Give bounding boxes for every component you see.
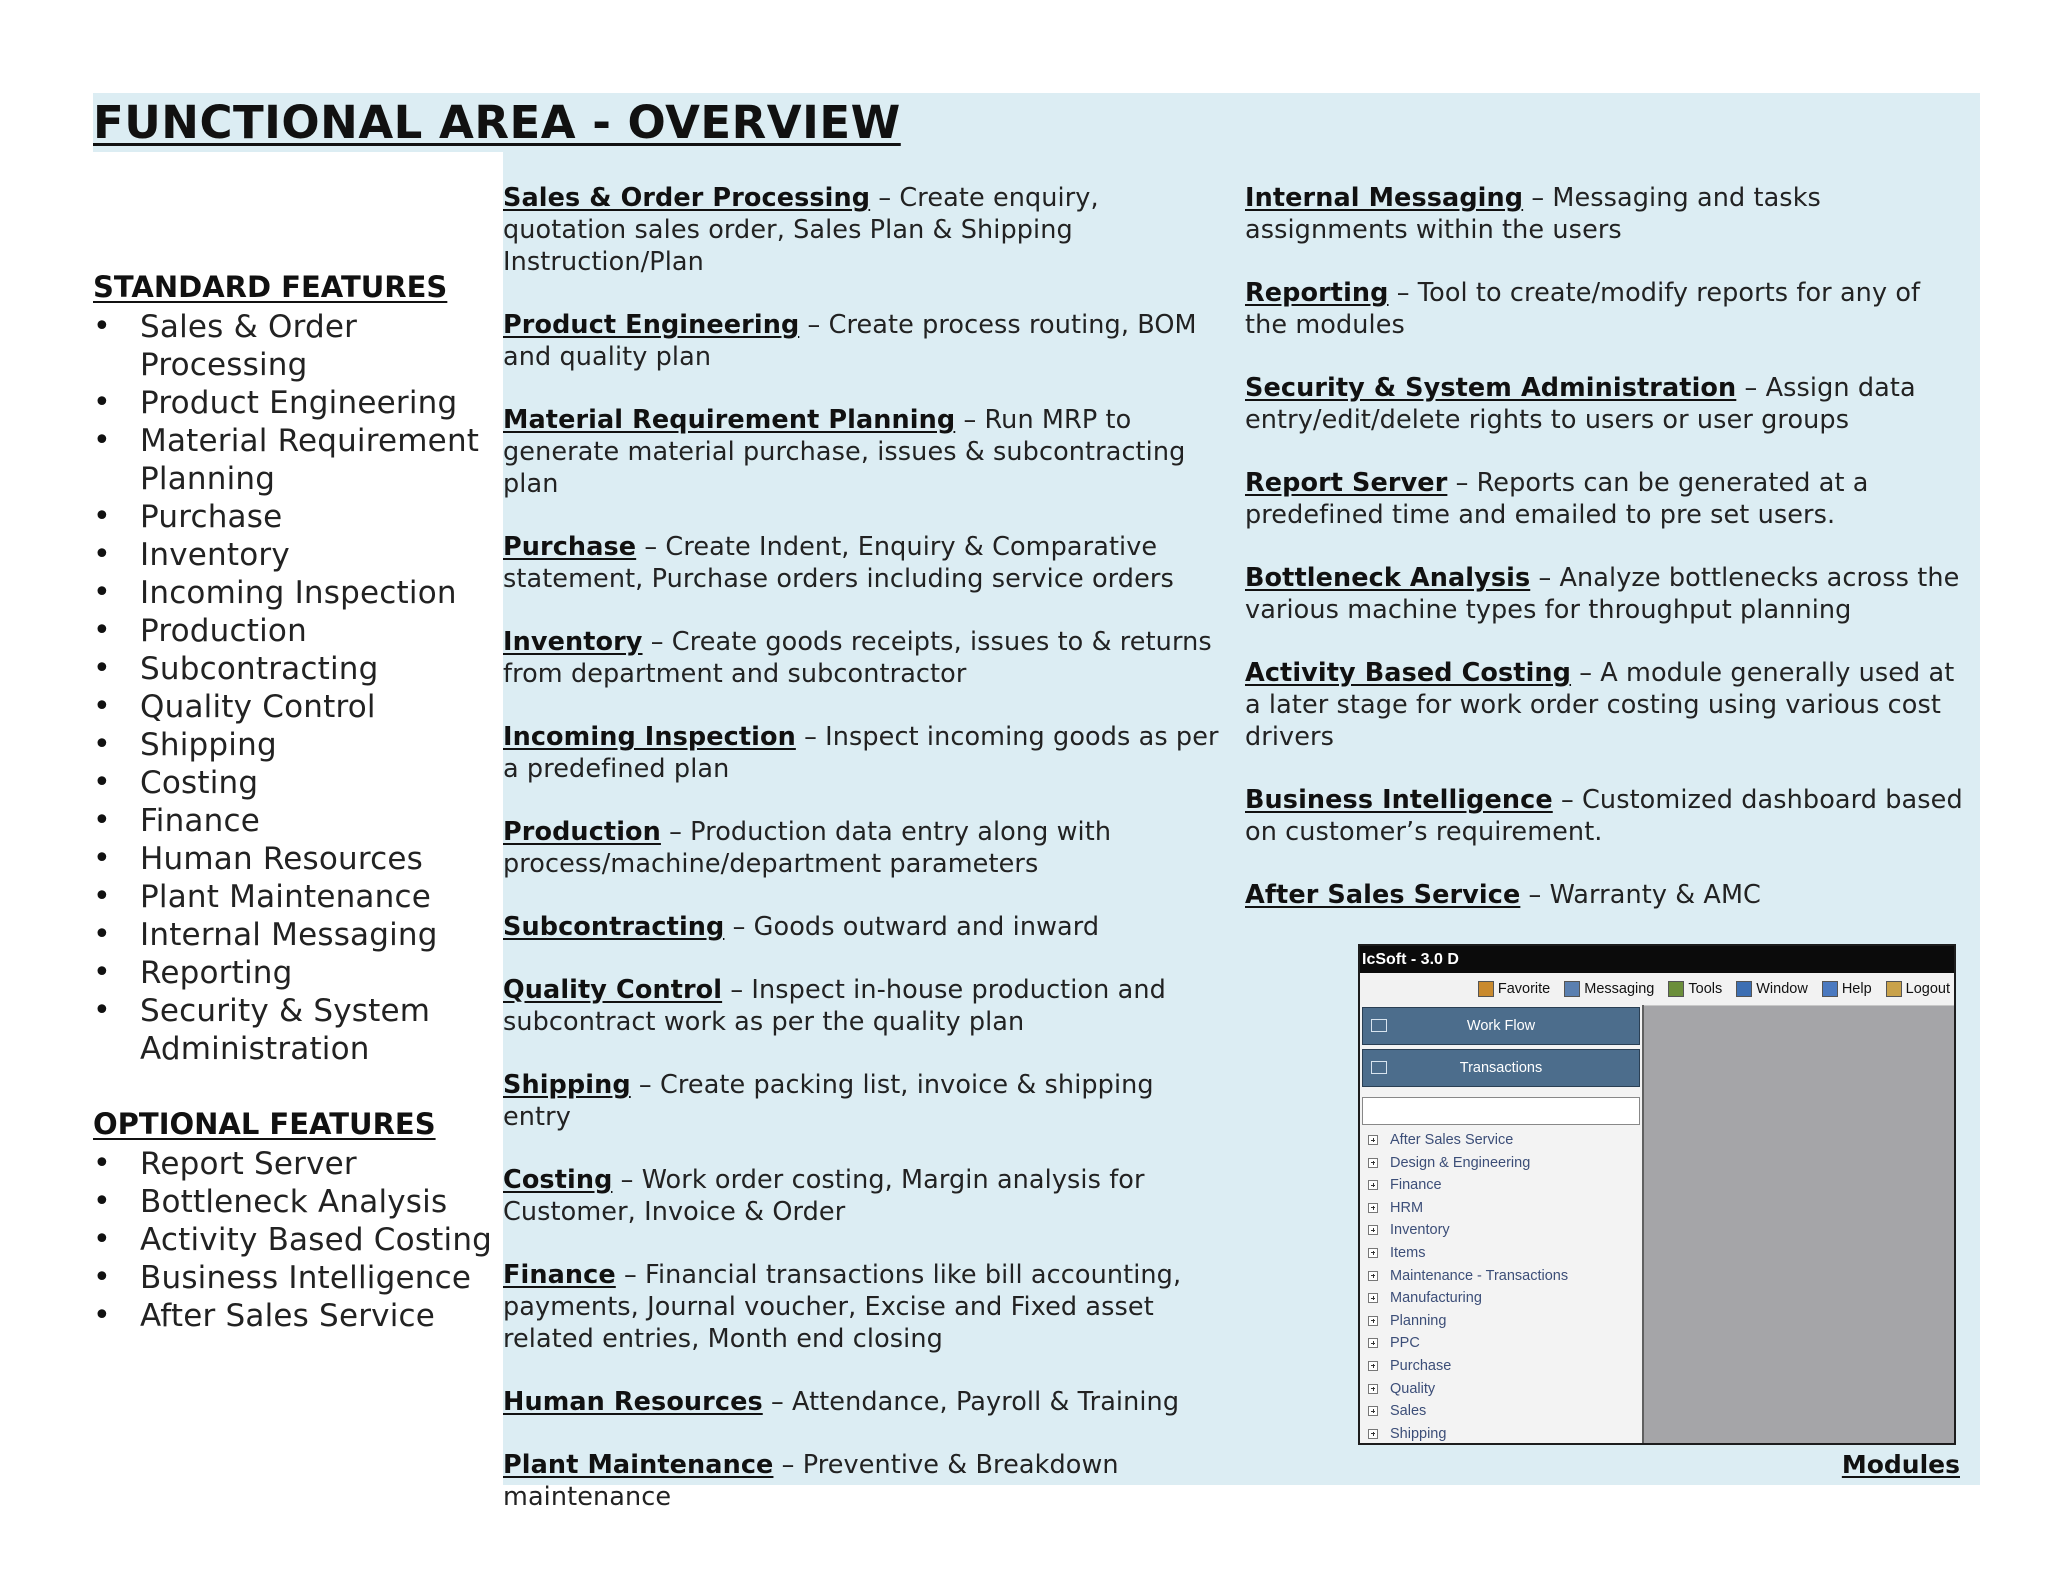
description-shipping	[503, 1069, 1228, 1133]
module-description: – Tool to create/modify reports for any of the modules	[1245, 278, 1921, 340]
description-activity-based-costing	[1245, 657, 1965, 753]
module-tree-label: Finance	[1390, 1177, 1442, 1194]
standard-features-heading: STANDARD FEATURES	[93, 270, 448, 304]
module-tree-item-manufacturing[interactable]	[1362, 1287, 1638, 1310]
description-bottleneck-analysis	[1245, 562, 1965, 626]
expand-plus-icon[interactable]	[1368, 1338, 1378, 1348]
toolbar-messaging-button[interactable]	[1564, 981, 1654, 997]
description-subcontracting	[503, 911, 1228, 943]
expand-plus-icon[interactable]	[1368, 1429, 1378, 1439]
module-name: Costing	[503, 1165, 613, 1195]
module-description: – Inspect incoming goods as per a predefined plan	[503, 722, 1219, 784]
standard-feature-inventory: • Inventory	[93, 536, 503, 574]
module-name: Security & System Administration	[1245, 373, 1737, 403]
standard-feature-plant-maintenance: • Plant Maintenance	[93, 878, 503, 916]
expand-plus-icon[interactable]	[1368, 1361, 1378, 1371]
module-name: Reporting	[1245, 278, 1389, 308]
window-icon	[1736, 981, 1752, 997]
app-titlebar: IcSoft - 3.0 D	[1360, 946, 1954, 973]
description-column-2	[1245, 182, 1965, 942]
expand-plus-icon[interactable]	[1368, 1316, 1378, 1326]
toolbar-label: Logout	[1905, 981, 1950, 997]
optional-features-heading: OPTIONAL FEATURES	[93, 1107, 436, 1141]
description-production	[503, 816, 1228, 880]
description-human-resources	[503, 1386, 1228, 1418]
app-sidebar	[1360, 1005, 1644, 1445]
description-inventory	[503, 626, 1228, 690]
module-name: Production	[503, 817, 661, 847]
standard-feature-internal-messaging: • Internal Messaging	[93, 916, 503, 954]
module-tree-item-items[interactable]	[1362, 1242, 1638, 1265]
module-tree-item-quality[interactable]	[1362, 1378, 1638, 1401]
module-name: Plant Maintenance	[503, 1450, 774, 1480]
module-tree-label: Maintenance - Transactions	[1390, 1267, 1569, 1284]
standard-feature-material-requirement-planning: • Material Requirement Planning	[93, 422, 503, 498]
module-name: Finance	[503, 1260, 616, 1290]
module-name: After Sales Service	[1245, 880, 1521, 910]
module-description: – Inspect in-house production and subcontract work as per the quality plan	[503, 975, 1166, 1037]
module-name: Human Resources	[503, 1387, 763, 1417]
description-reporting	[1245, 277, 1965, 341]
module-description: – Customized dashboard based on customer’s requirement.	[1245, 785, 1963, 847]
expand-plus-icon[interactable]	[1368, 1180, 1378, 1190]
module-tree-label: Shipping	[1390, 1425, 1447, 1442]
module-description: – Messaging and tasks assignments within the users	[1245, 183, 1821, 245]
optional-features-list	[93, 1145, 503, 1335]
tools-icon	[1668, 981, 1684, 997]
description-report-server	[1245, 467, 1965, 531]
module-name: Purchase	[503, 532, 637, 562]
description-finance	[503, 1259, 1228, 1355]
module-tree-label: Inventory	[1390, 1222, 1450, 1239]
module-description: – Run MRP to generate material purchase, issues & subcontracting plan	[503, 405, 1186, 499]
module-description: – Create goods receipts, issues to & returns from department and subcontractor	[503, 627, 1212, 689]
toolbar-label: Favorite	[1497, 981, 1551, 997]
standard-feature-quality-control: • Quality Control	[93, 688, 503, 726]
standard-feature-security-and-system-administration: • Security & System Administration	[93, 992, 503, 1068]
module-tree-item-sales[interactable]	[1362, 1400, 1638, 1423]
module-name: Bottleneck Analysis	[1245, 563, 1531, 593]
standard-feature-shipping: • Shipping	[93, 726, 503, 764]
app-screenshot	[1358, 944, 1956, 1445]
toolbar-help-button[interactable]	[1822, 981, 1872, 997]
description-internal-messaging	[1245, 182, 1965, 246]
module-tree-item-ppc[interactable]	[1362, 1332, 1638, 1355]
figure-caption: Modules	[1841, 1450, 1960, 1479]
module-name: Subcontracting	[503, 912, 725, 942]
module-tree-label: Purchase	[1390, 1357, 1452, 1374]
standard-feature-purchase: • Purchase	[93, 498, 503, 536]
toolbar-label: Help	[1841, 981, 1872, 997]
expand-plus-icon[interactable]	[1368, 1135, 1378, 1145]
standard-feature-product-engineering: • Product Engineering	[93, 384, 503, 422]
module-description: – Analyze bottlenecks across the various machine types for throughput planning	[1245, 563, 1960, 625]
description-purchase	[503, 531, 1228, 595]
standard-feature-costing: • Costing	[93, 764, 503, 802]
description-column-1	[503, 182, 1228, 1544]
module-description: – Work order costing, Margin analysis for Customer, Invoice & Order	[503, 1165, 1145, 1227]
module-tree-label: Sales	[1390, 1403, 1427, 1420]
description-costing	[503, 1164, 1228, 1228]
module-description: – Create enquiry, quotation sales order, Sales Plan & Shipping Instruction/Plan	[503, 183, 1099, 277]
transactions-button[interactable]	[1362, 1049, 1640, 1087]
module-name: Sales & Order Processing	[503, 183, 871, 213]
favorite-icon	[1478, 981, 1494, 997]
module-description: – Financial transactions like bill accounting, payments, Journal voucher, Excise and Fixed asset related entries, Month end closing	[503, 1260, 1182, 1354]
optional-feature-report-server: • Report Server	[93, 1145, 503, 1183]
module-name: Internal Messaging	[1245, 183, 1524, 213]
module-name: Shipping	[503, 1070, 631, 1100]
help-icon	[1822, 981, 1838, 997]
module-name: Business Intelligence	[1245, 785, 1553, 815]
module-description: – Preventive & Breakdown maintenance	[503, 1450, 1119, 1512]
module-description: – Production data entry along with process/machine/department parameters	[503, 817, 1112, 879]
description-product-engineering	[503, 309, 1228, 373]
module-tree-label: Manufacturing	[1390, 1290, 1482, 1307]
standard-feature-incoming-inspection: • Incoming Inspection	[93, 574, 503, 612]
module-name: Activity Based Costing	[1245, 658, 1572, 688]
module-description: – Create Indent, Enquiry & Comparative statement, Purchase orders including service orders	[503, 532, 1174, 594]
module-tree-item-planning[interactable]	[1362, 1310, 1638, 1333]
book-icon	[1371, 1061, 1387, 1074]
workflow-button[interactable]	[1362, 1007, 1640, 1045]
standard-feature-subcontracting: • Subcontracting	[93, 650, 503, 688]
module-description: – Goods outward and inward	[724, 912, 1100, 942]
module-tree-item-maintenance-transactions[interactable]	[1362, 1265, 1638, 1288]
toolbar-label: Messaging	[1584, 981, 1655, 997]
standard-feature-finance: • Finance	[93, 802, 503, 840]
expand-plus-icon[interactable]	[1368, 1203, 1378, 1213]
module-tree-label: Design & Engineering	[1390, 1154, 1531, 1171]
module-tree-label: After Sales Service	[1390, 1132, 1514, 1148]
module-tree-item-finance[interactable]	[1362, 1174, 1638, 1197]
module-name: Incoming Inspection	[503, 722, 796, 752]
module-tree	[1362, 1129, 1638, 1445]
module-description: – Reports can be generated at a predefined time and emailed to pre set users.	[1245, 468, 1869, 530]
logout-icon	[1886, 981, 1902, 997]
module-tree-item-purchase[interactable]	[1362, 1355, 1638, 1378]
toolbar-logout-button[interactable]	[1886, 981, 1950, 997]
module-description: – Warranty & AMC	[1520, 880, 1761, 910]
module-name: Material Requirement Planning	[503, 405, 956, 435]
toolbar-label: Window	[1756, 981, 1808, 997]
description-quality-control	[503, 974, 1228, 1038]
module-name: Product Engineering	[503, 310, 800, 340]
optional-feature-activity-based-costing: • Activity Based Costing	[93, 1221, 503, 1259]
toolbar-label: Tools	[1688, 981, 1723, 997]
module-tree-item-inventory[interactable]	[1362, 1219, 1638, 1242]
expand-plus-icon[interactable]	[1368, 1225, 1378, 1235]
expand-plus-icon[interactable]	[1368, 1384, 1378, 1394]
module-description: – Create process routing, BOM and quality plan	[503, 310, 1197, 372]
module-tree-label: PPC	[1390, 1335, 1420, 1352]
module-name: Quality Control	[503, 975, 723, 1005]
workflow-button-label: Work Flow	[1466, 1018, 1536, 1034]
module-tree-label: Planning	[1390, 1312, 1447, 1329]
description-plant-maintenance	[503, 1449, 1228, 1513]
description-business-intelligence	[1245, 784, 1965, 848]
optional-feature-bottleneck-analysis: • Bottleneck Analysis	[93, 1183, 503, 1221]
book-icon	[1371, 1019, 1387, 1032]
page-title: FUNCTIONAL AREA - OVERVIEW	[93, 96, 901, 149]
standard-feature-reporting: • Reporting	[93, 954, 503, 992]
module-name: Report Server	[1245, 468, 1448, 498]
expand-plus-icon[interactable]	[1368, 1406, 1378, 1416]
expand-plus-icon[interactable]	[1368, 1293, 1378, 1303]
module-tree-label: HRM	[1390, 1199, 1424, 1216]
expand-plus-icon[interactable]	[1368, 1158, 1378, 1168]
standard-feature-production: • Production	[93, 612, 503, 650]
description-security-and-system-administration	[1245, 372, 1965, 436]
expand-plus-icon[interactable]	[1368, 1271, 1378, 1281]
description-incoming-inspection	[503, 721, 1228, 785]
module-tree-label: Items	[1390, 1244, 1426, 1261]
optional-feature-after-sales-service: • After Sales Service	[93, 1297, 503, 1335]
toolbar-favorite-button[interactable]	[1478, 981, 1550, 997]
description-material-requirement-planning	[503, 404, 1228, 500]
module-description: – Create packing list, invoice & shipping entry	[503, 1070, 1154, 1132]
app-toolbar	[1360, 973, 1954, 1006]
standard-feature-human-resources: • Human Resources	[93, 840, 503, 878]
module-tree-item-hrm[interactable]	[1362, 1197, 1638, 1220]
optional-feature-business-intelligence: • Business Intelligence	[93, 1259, 503, 1297]
module-tree-item-design-and-engineering[interactable]	[1362, 1152, 1638, 1175]
standard-features-list	[93, 308, 503, 1068]
expand-plus-icon[interactable]	[1368, 1248, 1378, 1258]
module-tree-item-shipping[interactable]	[1362, 1423, 1638, 1445]
module-description: – A module generally used at a later stage for work order costing using various cost drivers	[1245, 658, 1955, 752]
description-sales-and-order-processing	[503, 182, 1228, 278]
standard-feature-sales-and-order-processing: • Sales & Order Processing	[93, 308, 503, 384]
transactions-button-label: Transactions	[1459, 1060, 1543, 1076]
module-tree-item-after-sales-service[interactable]	[1362, 1129, 1638, 1152]
module-description: – Assign data entry/edit/delete rights to users or user groups	[1245, 373, 1916, 435]
module-tree-label: Quality	[1390, 1380, 1436, 1397]
module-name: Inventory	[503, 627, 643, 657]
messaging-icon	[1564, 981, 1580, 997]
module-search-input[interactable]	[1362, 1097, 1640, 1125]
toolbar-window-button[interactable]	[1736, 981, 1808, 997]
toolbar-tools-button[interactable]	[1668, 981, 1722, 997]
module-description: – Attendance, Payroll & Training	[762, 1387, 1180, 1417]
description-after-sales-service	[1245, 879, 1965, 911]
